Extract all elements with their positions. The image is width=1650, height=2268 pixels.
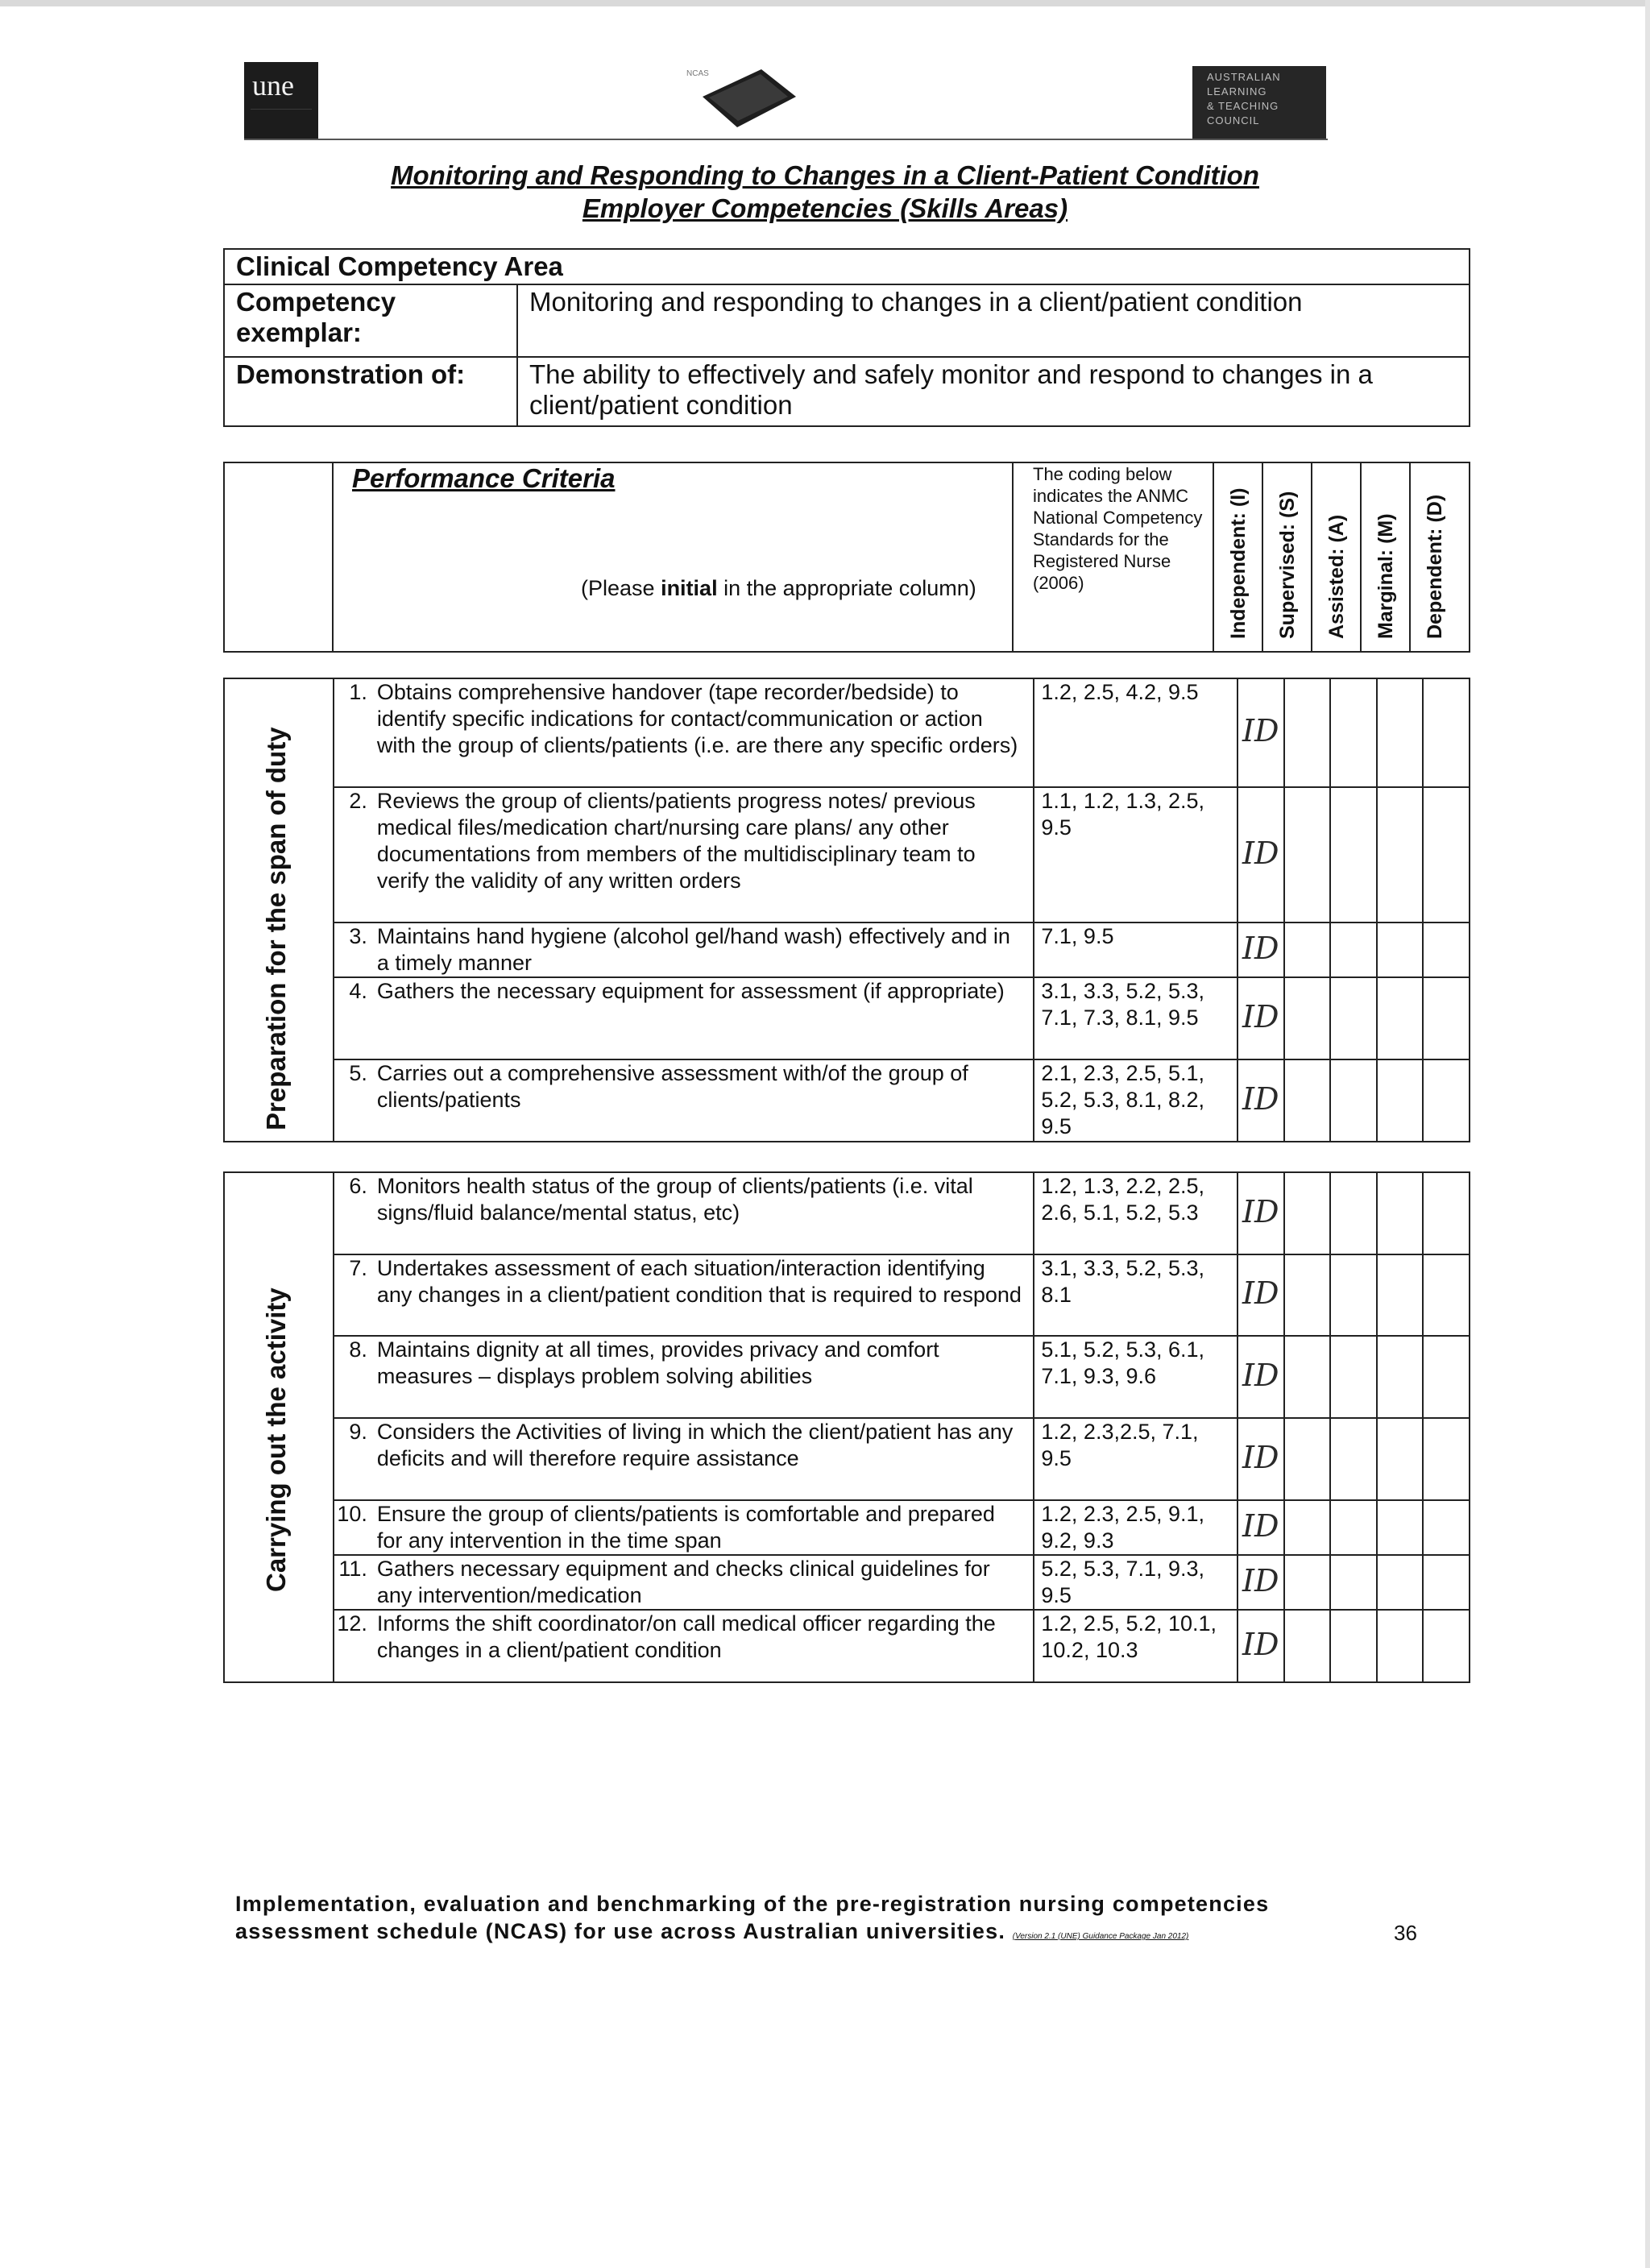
scan-top-edge: [0, 0, 1650, 6]
criterion-code: 5.2, 5.3, 7.1, 9.3, 9.5: [1034, 1555, 1238, 1610]
criterion-text: Carries out a comprehensive assessment with/of the group of clients/patients: [372, 1059, 1034, 1142]
criterion-code: 1.2, 2.3,2.5, 7.1, 9.5: [1034, 1418, 1238, 1500]
initial-assisted: [1330, 678, 1377, 787]
criterion-code: 5.1, 5.2, 5.3, 6.1, 7.1, 9.3, 9.6: [1034, 1336, 1238, 1418]
handwritten-initial: ID: [1242, 930, 1279, 966]
footer-line-1: Implementation, evaluation and benchmarking of the pre-registration nursing competencies: [235, 1892, 1270, 1916]
criterion-code: 2.1, 2.3, 2.5, 5.1, 5.2, 5.3, 8.1, 8.2, 9.5: [1034, 1059, 1238, 1142]
criterion-code: 1.2, 2.3, 2.5, 9.1, 9.2, 9.3: [1034, 1500, 1238, 1555]
section-label-cell: [224, 678, 334, 1142]
initial-supervised: [1284, 678, 1331, 787]
handwritten-initial: ID: [1242, 1080, 1279, 1117]
criterion-number: 6.: [334, 1172, 371, 1254]
handwritten-initial: ID: [1242, 1507, 1279, 1544]
initial-supervised: [1284, 1172, 1331, 1254]
initial-marginal: [1377, 1172, 1424, 1254]
criterion-number: 4.: [334, 977, 371, 1059]
level-dependent: Dependent: (D): [1424, 494, 1446, 639]
criterion-number: 10.: [334, 1500, 371, 1555]
handwritten-initial: ID: [1242, 1439, 1279, 1475]
page-number: 36: [1394, 1921, 1417, 1945]
section-label-cell: [224, 1172, 334, 1682]
criterion-text: Reviews the group of clients/patients progress notes/ previous medical files/medication chart/nursing care plans/ any other documentations from members of the multidisciplinary team to verify the validity of any written orders: [372, 787, 1034, 923]
criterion-text: Maintains hand hygiene (alcohol gel/hand wash) effectively and in a timely manner: [372, 923, 1034, 977]
criterion-text: Considers the Activities of living in which the client/patient has any deficits and will therefore require assistance: [372, 1418, 1034, 1500]
criterion-number: 11.: [334, 1555, 371, 1610]
altc-logo-line: LEARNING: [1207, 85, 1267, 97]
une-logo-text: une: [252, 69, 294, 102]
initial-independent: [1238, 923, 1284, 977]
ncas-logo-text: NCAS: [686, 69, 709, 78]
initial-independent: [1238, 1610, 1284, 1682]
competency-area-table: [223, 248, 1470, 427]
altc-logo: [1192, 66, 1326, 139]
initial-independent: [1238, 1500, 1284, 1555]
criterion-text: Monitors health status of the group of clients/patients (i.e. vital signs/fluid balance/mental status, etc): [372, 1172, 1034, 1254]
initial-independent: [1238, 1059, 1284, 1142]
footer-text: [235, 1890, 1269, 1951]
scan-right-edge: [1645, 0, 1650, 2268]
initial-dependent: [1423, 1172, 1470, 1254]
handwritten-initial: ID: [1242, 1275, 1279, 1311]
criterion-text: Ensure the group of clients/patients is comfortable and prepared for any intervention in the time span: [372, 1500, 1034, 1555]
criterion-number: 12.: [334, 1610, 371, 1682]
handwritten-initial: ID: [1242, 1626, 1279, 1662]
criterion-text: Gathers the necessary equipment for assessment (if appropriate): [372, 977, 1034, 1059]
criterion-code: 3.1, 3.3, 5.2, 5.3, 8.1: [1034, 1254, 1238, 1336]
handwritten-initial: ID: [1242, 1193, 1279, 1229]
section-label-preparation: Preparation for the span of duty: [261, 727, 292, 1130]
coding-note: The coding below indicates the ANMC National Competency Standards for the Registered Nurse (2006): [1033, 464, 1203, 593]
level-supervised: Supervised: (S): [1276, 491, 1299, 639]
initial-independent: [1238, 1418, 1284, 1500]
initial-instruction: (Please initial in the appropriate column): [581, 576, 976, 600]
footer-line-2: assessment schedule (NCAS) for use across Australian universities.: [235, 1919, 1006, 1943]
initial-independent: [1238, 977, 1284, 1059]
criterion-number: 3.: [334, 923, 371, 977]
initial-independent: [1238, 1555, 1284, 1610]
header-rule: [244, 139, 1328, 140]
page-subtitle: Employer Competencies (Skills Areas): [582, 193, 1068, 223]
handwritten-initial: ID: [1242, 1562, 1279, 1598]
altc-logo-line: COUNCIL: [1207, 114, 1260, 126]
level-assisted: Assisted: (A): [1325, 514, 1348, 639]
criterion-code: 1.2, 2.5, 4.2, 9.5: [1034, 678, 1238, 787]
handwritten-initial: ID: [1242, 998, 1279, 1034]
handwritten-initial: ID: [1242, 1357, 1279, 1393]
criterion-code: 3.1, 3.3, 5.2, 5.3, 7.1, 7.3, 8.1, 9.5: [1034, 977, 1238, 1059]
altc-logo-line: & TEACHING: [1207, 100, 1279, 112]
initial-independent: [1238, 1336, 1284, 1418]
demonstration-label: Demonstration of:: [224, 357, 517, 426]
performance-criteria-title: Performance Criteria: [352, 463, 616, 493]
criterion-text: Undertakes assessment of each situation/interaction identifying any changes in a client/patient condition that is required to respond: [372, 1254, 1034, 1336]
altc-logo-line: AUSTRALIAN: [1207, 71, 1281, 83]
initial-marginal: [1377, 678, 1424, 787]
demonstration-value: The ability to effectively and safely monitor and respond to changes in a client/patient condition: [517, 357, 1470, 426]
criterion-number: 2.: [334, 787, 371, 923]
performance-criteria-header: [223, 462, 1470, 653]
footer-version: (Version 2.1 (UNE) Guidance Package Jan 2012): [1012, 1932, 1189, 1941]
initial-independent: [1238, 1172, 1284, 1254]
criterion-code: 7.1, 9.5: [1034, 923, 1238, 977]
criterion-code: 1.2, 2.5, 5.2, 10.1, 10.2, 10.3: [1034, 1610, 1238, 1682]
initial-assisted: [1330, 1172, 1377, 1254]
handwritten-initial: ID: [1242, 713, 1279, 748]
section-label-activity: Carrying out the activity: [261, 1287, 292, 1592]
initial-independent: [1238, 787, 1284, 923]
exemplar-label: Competency exemplar:: [224, 284, 517, 357]
level-independent: Independent: (I): [1227, 487, 1250, 639]
criterion-number: 9.: [334, 1418, 371, 1500]
initial-independent: [1238, 678, 1284, 787]
criterion-text: Maintains dignity at all times, provides privacy and comfort measures – displays problem solving abilities: [372, 1336, 1034, 1418]
criterion-text: Obtains comprehensive handover (tape recorder/bedside) to identify specific indications for contact/communication or action with the group of clients/patients (i.e. are there any specific orders): [372, 678, 1034, 787]
initial-dependent: [1423, 678, 1470, 787]
handwritten-initial: ID: [1242, 835, 1279, 871]
criterion-number: 1.: [334, 678, 371, 787]
section-activity-table: [223, 1171, 1470, 1683]
criterion-number: 7.: [334, 1254, 371, 1336]
initial-independent: [1238, 1254, 1284, 1336]
criterion-code: 1.2, 1.3, 2.2, 2.5, 2.6, 5.1, 5.2, 5.3: [1034, 1172, 1238, 1254]
criterion-number: 5.: [334, 1059, 371, 1142]
une-logo: [244, 62, 318, 139]
exemplar-value: Monitoring and responding to changes in a client/patient condition: [517, 284, 1470, 357]
level-marginal: Marginal: (M): [1374, 513, 1397, 639]
ncas-logo: [685, 64, 798, 137]
criterion-text: Informs the shift coordinator/on call medical officer regarding the changes in a client/patient condition: [372, 1610, 1034, 1682]
criterion-code: 1.1, 1.2, 1.3, 2.5, 9.5: [1034, 787, 1238, 923]
competency-area-heading: Clinical Competency Area: [224, 249, 1470, 284]
criterion-number: 8.: [334, 1336, 371, 1418]
section-preparation-table: [223, 678, 1470, 1142]
criterion-text: Gathers necessary equipment and checks clinical guidelines for any intervention/medication: [372, 1555, 1034, 1610]
page-title: Monitoring and Responding to Changes in a Client-Patient Condition: [391, 160, 1259, 190]
